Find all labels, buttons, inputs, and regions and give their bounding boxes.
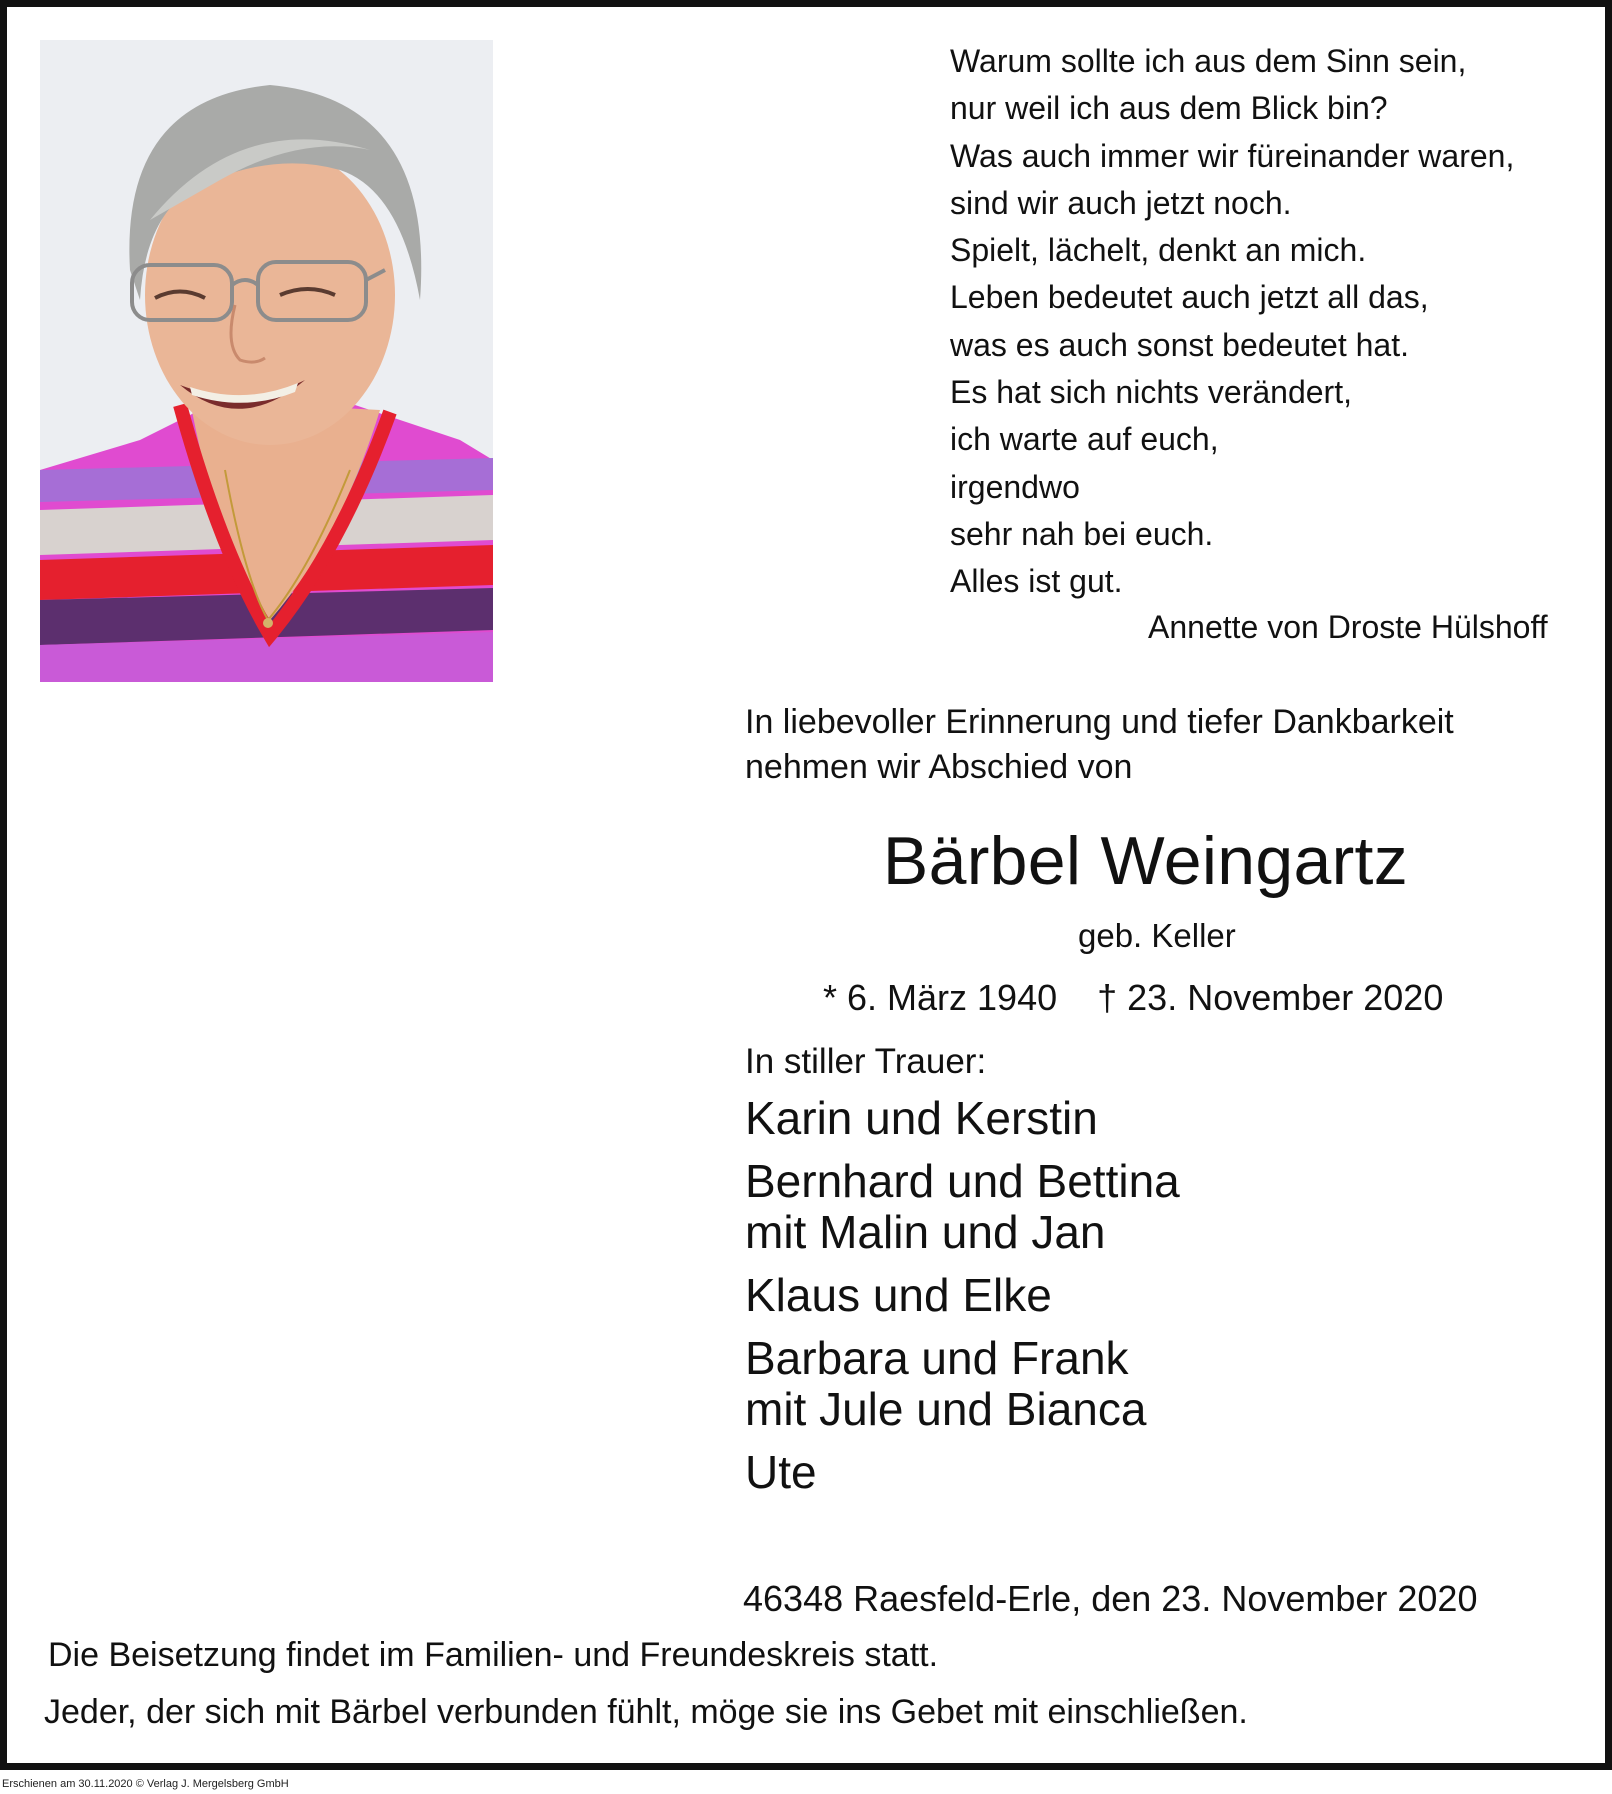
poem: [950, 38, 1570, 606]
mourner-group: [745, 1447, 1180, 1498]
poem-line: sind wir auch jetzt noch.: [950, 184, 1292, 221]
life-dates: [823, 977, 1443, 1019]
poem-author: Annette von Droste Hülshoff: [1148, 609, 1548, 645]
mourner-main: Karin und Kerstin: [745, 1092, 1098, 1144]
mourner-main: Bernhard und Bettina: [745, 1155, 1180, 1207]
funeral-note: Die Beisetzung findet im Familien- und Freundeskreis statt.: [48, 1636, 939, 1674]
poem-line: Warum sollte ich aus dem Sinn sein,: [950, 43, 1467, 79]
poem-line: Spielt, lächelt, denkt an mich.: [950, 232, 1367, 269]
mourner-group: [745, 1270, 1180, 1321]
poem-line: was es auch sonst bedeutet hat.: [950, 326, 1409, 363]
mourner-main: Barbara und Frank: [745, 1332, 1129, 1384]
publication-footer: Erschienen am 30.11.2020 © Verlag J. Mergelsberg GmbH: [2, 1778, 289, 1790]
intro-line-1: In liebevoller Erinnerung und tiefer Dankbarkeit: [745, 703, 1454, 741]
mourner-main: Ute: [745, 1446, 817, 1498]
prayer-note: Jeder, der sich mit Bärbel verbunden fühlt, möge sie ins Gebet mit einschließen.: [44, 1693, 1248, 1731]
poem-line: ich warte auf euch,: [950, 421, 1219, 458]
poem-line: sehr nah bei euch.: [950, 515, 1214, 552]
mourner-group: [745, 1333, 1180, 1435]
mourner-group: [745, 1156, 1180, 1258]
mourner-sub: mit Jule und Bianca: [745, 1383, 1147, 1435]
poem-line: Alles ist gut.: [950, 563, 1123, 600]
mourners-list: [745, 1093, 1180, 1510]
poem-line: Was auch immer wir füreinander waren,: [950, 137, 1515, 174]
portrait-photo: [40, 40, 493, 682]
death-date: † 23. November 2020: [1097, 977, 1444, 1018]
birth-date: * 6. März 1940: [823, 977, 1058, 1018]
mourner-main: Klaus und Elke: [745, 1269, 1052, 1321]
mourner-group: [745, 1093, 1180, 1144]
deceased-name: Bärbel Weingartz: [882, 823, 1409, 899]
portrait-illustration: [40, 40, 493, 682]
place-and-date: 46348 Raesfeld-Erle, den 23. November 2020: [743, 1578, 1478, 1619]
poem-line: Leben bedeutet auch jetzt all das,: [950, 279, 1429, 316]
poem-line: Es hat sich nichts verändert,: [950, 374, 1352, 411]
intro-text: [745, 700, 1454, 790]
mourner-sub: mit Malin und Jan: [745, 1206, 1106, 1258]
poem-line: irgendwo: [950, 468, 1080, 505]
mourning-label: In stiller Trauer:: [745, 1042, 987, 1081]
poem-line: nur weil ich aus dem Blick bin?: [950, 90, 1388, 127]
intro-line-2: nehmen wir Abschied von: [745, 748, 1133, 786]
maiden-name: geb. Keller: [1078, 917, 1236, 954]
